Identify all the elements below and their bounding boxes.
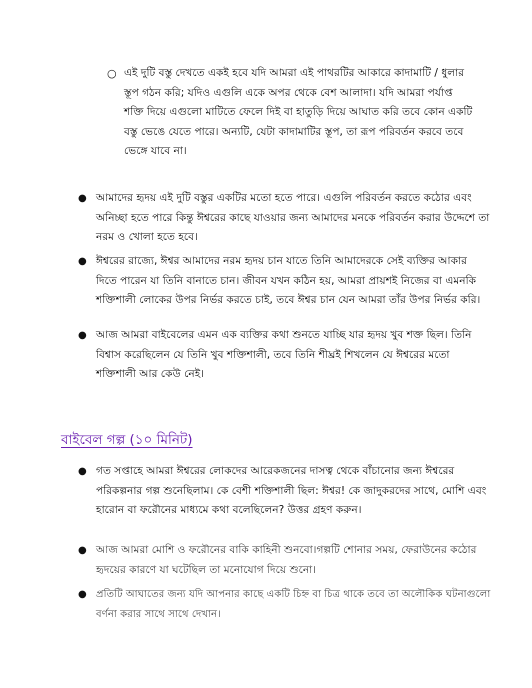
bullet-icon: ● [78,193,87,204]
bullet-icon: ● [78,330,87,341]
bullet-icon: ● [78,545,87,556]
hollow-circle-bullet-icon: ○ [107,67,117,80]
list-item: আজ আমরা বাইবেলের এমন এক ব্যক্তির কথা শুনতে যাচ্ছি যার হৃদয় খুব শক্ত ছিল। তিনি বিশ্বাস করেছিলেন যে তিনি খুব শক্তিশালী, তবে তিনি শীঘ্রই শিখলেন যে ঈশ্বরের মতো শক্তিশালী আর কেউ নেই। [96,329,472,380]
list-item: প্রতিটি আঘাতের জন্য যদি আপনার কাছে একটি চিহ্ন বা চিত্র থাকে তবে তা অলৌকিক ঘটনাগুলো বর্ণনা করার সাথে সাথে দেখান। [96,589,491,620]
bullet-icon: ● [78,589,87,600]
bullet-icon: ● [78,466,87,477]
list-item: আজ আমরা মোশি ও ফরৌনের বাকি কাহিনী শুনবো।গল্পটি শোনার সময়, ফেরাউনের কঠোর হৃদয়ের কারণে যা ঘটেছিল তা মনোযোগ দিয়ে শুনো। [96,544,477,576]
section-heading: বাইবেল গল্প (১০ মিনিট) [61,432,193,448]
sub-list-item: এই দুটি বস্তু দেখতে একই হবে যদি আমরা এই পাথরটির আকারে কাদামাটি / ধুলার স্তূপ গঠন করি; যদিও এগুলি একে অপর থেকে বেশ আলাদা। যদি আমরা পর্যাপ্ত শক্তি দিয়ে এগুলো মাটিতে ফেলে দিই বা হাতুড়ি দিয়ে আঘাত করি তবে কোন একটি বস্তু ভেঙে যেতে পারে। অন্যটি, যেটা কাদামাটির স্তূপ, তা রূপ পরিবর্তন করবে তবে ভেঙ্গে যাবে না। [124,67,473,157]
list-item: আমাদের হৃদয় এই দুটি বস্তুর একটির মতো হতে পারে। এগুলি পরিবর্তন করতে কঠোর এবং অনিচ্ছা হতে পারে কিন্তু ঈশ্বরের কাছে যাওয়ার জন্য আমাদের মনকে পরিবর্তন করার উদ্দেশে তা নরম ও খোলা হতে হবে। [96,192,490,243]
list-item: ঈশ্বরের রাজ্যে, ঈশ্বর আমাদের নরম হৃদয় চান যাতে তিনি আমাদেরকে সেই ব্যক্তির আকার দিতে পারেন যা তিনি বানাতে চান। জীবন যখন কঠিন হয়, আমরা প্রায়শই নিজের বা এমনকি শক্তিশালী লোকের উপর নির্ভর করতে চাই, তবে ঈশ্বর চান যেন আমরা তাঁর উপর নির্ভর করি। [96,255,481,306]
list-item: গত সপ্তাহে আমরা ঈশ্বরের লোকদের আরেকজনের দাসত্ব থেকে বাঁচানোর জন্য ঈশ্বরের পরিকল্পনার গল্প শুনেছিলাম। কে বেশী শক্তিশালী ছিল: ঈশ্বর! কে জাদুকরদের সাথে, মোশি এবং হারোন বা ফরৌনের মাধ্যমে কথা বলেছিলেন? উত্তর গ্রহণ করুন। [96,465,487,516]
bullet-icon: ● [78,256,87,267]
